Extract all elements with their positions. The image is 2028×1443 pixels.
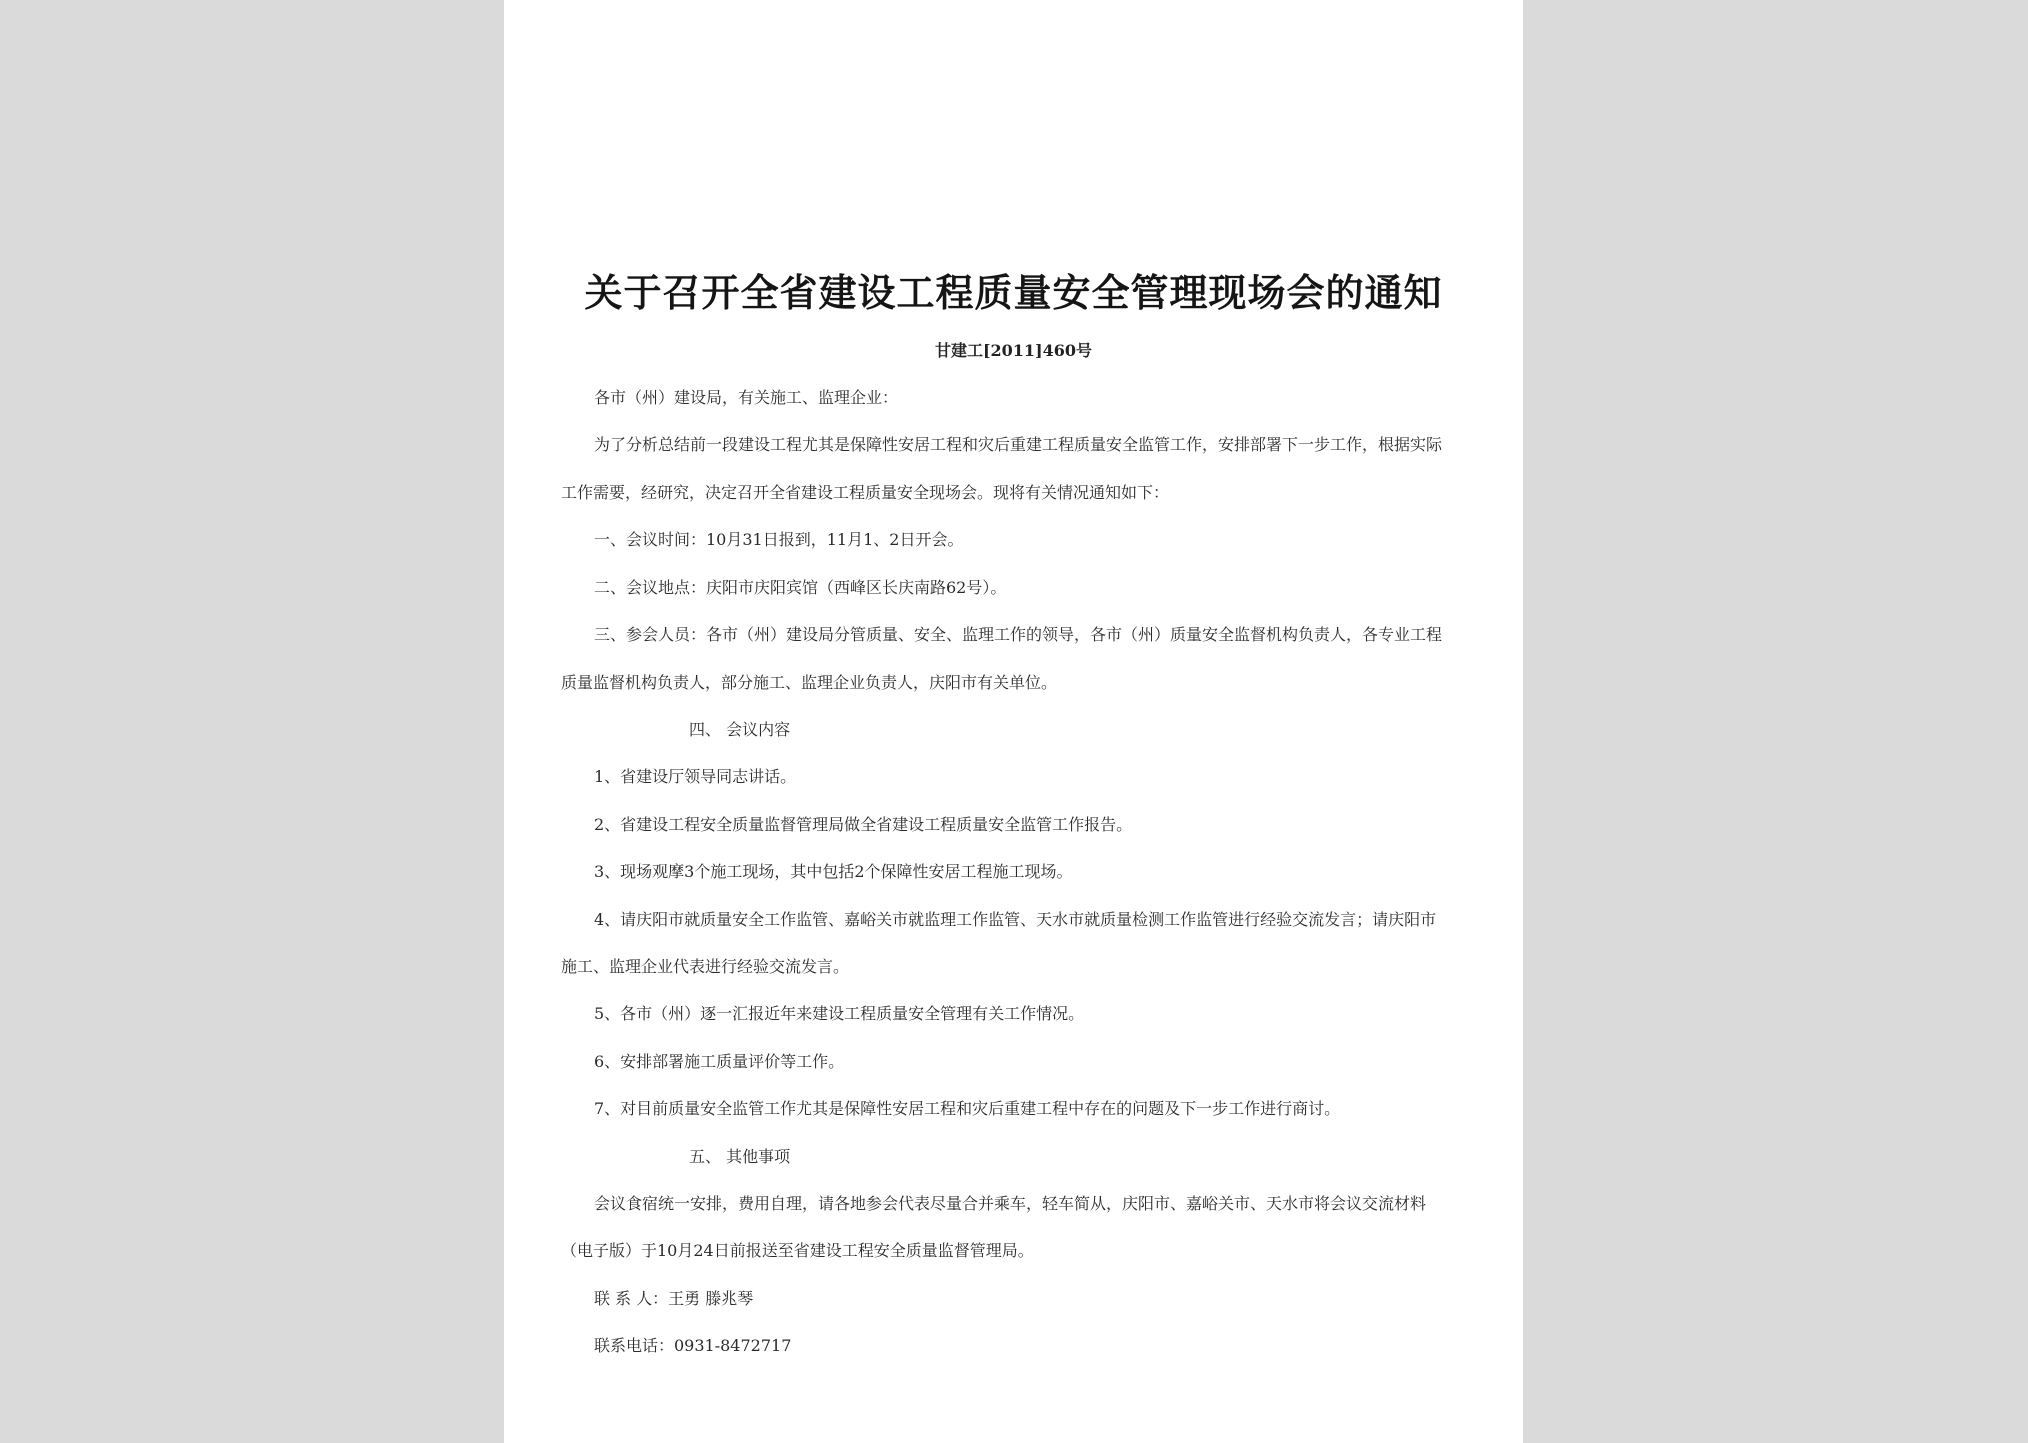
intro-line-2: 工作需要，经研究，决定召开全省建设工程质量安全现场会。现将有关情况通知如下： <box>561 483 1170 502</box>
other-matters-line-1: 会议食宿统一安排，费用自理，请各地参会代表尽量合并乘车，轻车简从，庆阳市、嘉峪关市、天水市将会议交流材料 <box>594 1194 1427 1213</box>
document-title: 关于召开全省建设工程质量安全管理现场会的通知 <box>584 270 1443 315</box>
content-item-5: 5、各市（州）逐一汇报近年来建设工程质量安全管理有关工作情况。 <box>594 1004 1085 1023</box>
content-item-6: 6、安排部署施工质量评价等工作。 <box>594 1052 845 1071</box>
document-number: 甘建工[2011]460号 <box>934 341 1093 360</box>
contact-phone: 联系电话：0931-8472717 <box>594 1336 792 1355</box>
intro-line-1: 为了分析总结前一段建设工程尤其是保障性安居工程和灾后重建工程质量安全监管工作，安排部署下一步工作，根据实际 <box>594 435 1443 454</box>
item-attendees-line-2: 质量监督机构负责人，部分施工、监理企业负责人，庆阳市有关单位。 <box>561 673 1058 692</box>
content-item-7: 7、对目前质量安全监管工作尤其是保障性安居工程和灾后重建工程中存在的问题及下一步工作进行商讨。 <box>594 1099 1341 1118</box>
content-item-1: 1、省建设厅领导同志讲话。 <box>594 767 797 786</box>
contact-person: 联 系 人：王勇 滕兆琴 <box>594 1289 754 1308</box>
content-item-2: 2、省建设工程安全质量监督管理局做全省建设工程质量安全监管工作报告。 <box>594 815 1133 834</box>
section-heading-content: 四、 会议内容 <box>689 720 791 739</box>
section-heading-other: 五、 其他事项 <box>689 1147 791 1166</box>
content-item-4-line-2: 施工、监理企业代表进行经验交流发言。 <box>561 957 850 976</box>
item-meeting-place: 二、会议地点：庆阳市庆阳宾馆（西峰区长庆南路62号）。 <box>594 578 1007 597</box>
item-attendees-line-1: 三、参会人员：各市（州）建设局分管质量、安全、监理工作的领导，各市（州）质量安全监督机构负责人，各专业工程 <box>594 625 1443 644</box>
salutation: 各市（州）建设局，有关施工、监理企业： <box>594 388 899 407</box>
content-item-3: 3、现场观摩3个施工现场，其中包括2个保障性安居工程施工现场。 <box>594 862 1073 881</box>
item-meeting-time: 一、会议时间：10月31日报到，11月1、2日开会。 <box>594 530 964 549</box>
other-matters-line-2: （电子版）于10月24日前报送至省建设工程安全质量监督管理局。 <box>561 1241 1034 1260</box>
content-item-4-line-1: 4、请庆阳市就质量安全工作监管、嘉峪关市就监理工作监管、天水市就质量检测工作监管进行经验交流发言；请庆阳市 <box>594 910 1437 929</box>
document-page <box>504 0 1523 1443</box>
